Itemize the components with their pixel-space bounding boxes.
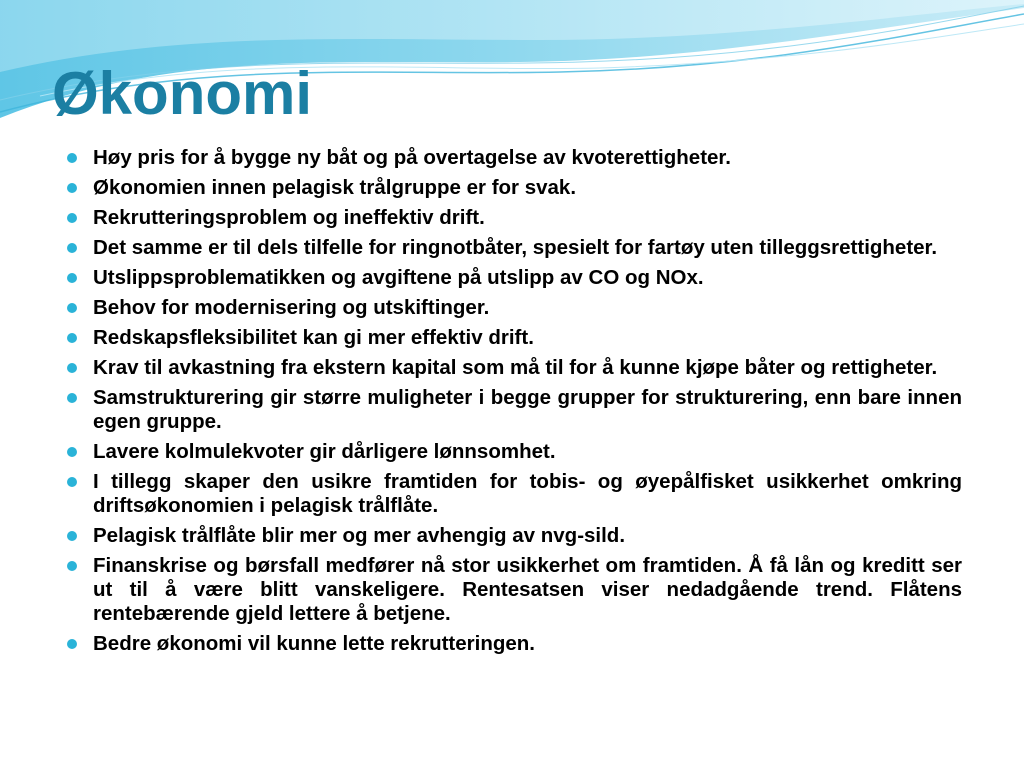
bullet-dot-icon [67, 273, 77, 283]
bullet-item [64, 296, 962, 320]
bullet-text: Lavere kolmulekvoter gir dårligere lønnsomhet. [93, 440, 556, 463]
bullet-dot-icon [67, 153, 77, 163]
bullet-text: Rekrutteringsproblem og ineffektiv drift. [93, 206, 485, 229]
bullet-item [64, 176, 962, 200]
bullet-item [64, 236, 962, 260]
bullet-text: Krav til avkastning fra ekstern kapital som må til for å kunne kjøpe båter og rettigheter. [93, 356, 938, 379]
bullet-text: Det samme er til dels tilfelle for ringnotbåter, spesielt for fartøy uten tilleggsrettigheter. [93, 236, 938, 259]
bullet-text: I tillegg skaper den usikre framtiden for tobis- og øyepålfisket usikkerhet omkring driftsøkonomien i pelagisk trålflåte. [93, 470, 962, 517]
bullet-text: Pelagisk trålflåte blir mer og mer avhengig av nvg-sild. [93, 524, 626, 547]
bullet-item [64, 554, 962, 626]
bullet-item [64, 524, 962, 548]
bullet-item [64, 356, 962, 380]
bullet-item [64, 470, 962, 518]
bullet-dot-icon [67, 561, 77, 571]
bullet-item [64, 632, 962, 656]
bullet-text: Samstrukturering gir større muligheter i begge grupper for strukturering, enn bare innen egen gruppe. [93, 386, 962, 433]
bullet-dot-icon [67, 393, 77, 403]
bullet-text: Behov for modernisering og utskiftinger. [93, 296, 490, 319]
bullet-dot-icon [67, 639, 77, 649]
bullet-item [64, 440, 962, 464]
slide-title: Økonomi [52, 60, 313, 127]
bullet-dot-icon [67, 333, 77, 343]
bullet-text: Redskapsfleksibilitet kan gi mer effektiv drift. [93, 326, 534, 349]
bullet-text: Finanskrise og børsfall medfører nå stor usikkerhet om framtiden. Å få lån og kreditt ser ut til å være blitt vanskeligere. Rentesatsen viser nedadgående trend. Flåtens rentebærende gjeld lettere å betjene. [93, 554, 962, 625]
bullet-item [64, 326, 962, 350]
bullet-item [64, 266, 962, 290]
bullet-dot-icon [67, 531, 77, 541]
bullet-dot-icon [67, 183, 77, 193]
bullet-text: Økonomien innen pelagisk trålgruppe er for svak. [93, 176, 577, 199]
bullet-dot-icon [67, 243, 77, 253]
bullet-dot-icon [67, 447, 77, 457]
bullet-item [64, 206, 962, 230]
bullet-dot-icon [67, 363, 77, 373]
bullet-dot-icon [67, 477, 77, 487]
bullet-dot-icon [67, 303, 77, 313]
bullet-text: Utslippsproblematikken og avgiftene på utslipp av CO og NOx. [93, 266, 704, 289]
bullet-text: Bedre økonomi vil kunne lette rekrutteringen. [93, 632, 535, 655]
bullet-list [64, 146, 962, 662]
bullet-dot-icon [67, 213, 77, 223]
bullet-item [64, 386, 962, 434]
bullet-text: Høy pris for å bygge ny båt og på overtagelse av kvoterettigheter. [93, 146, 731, 169]
bullet-item [64, 146, 962, 170]
